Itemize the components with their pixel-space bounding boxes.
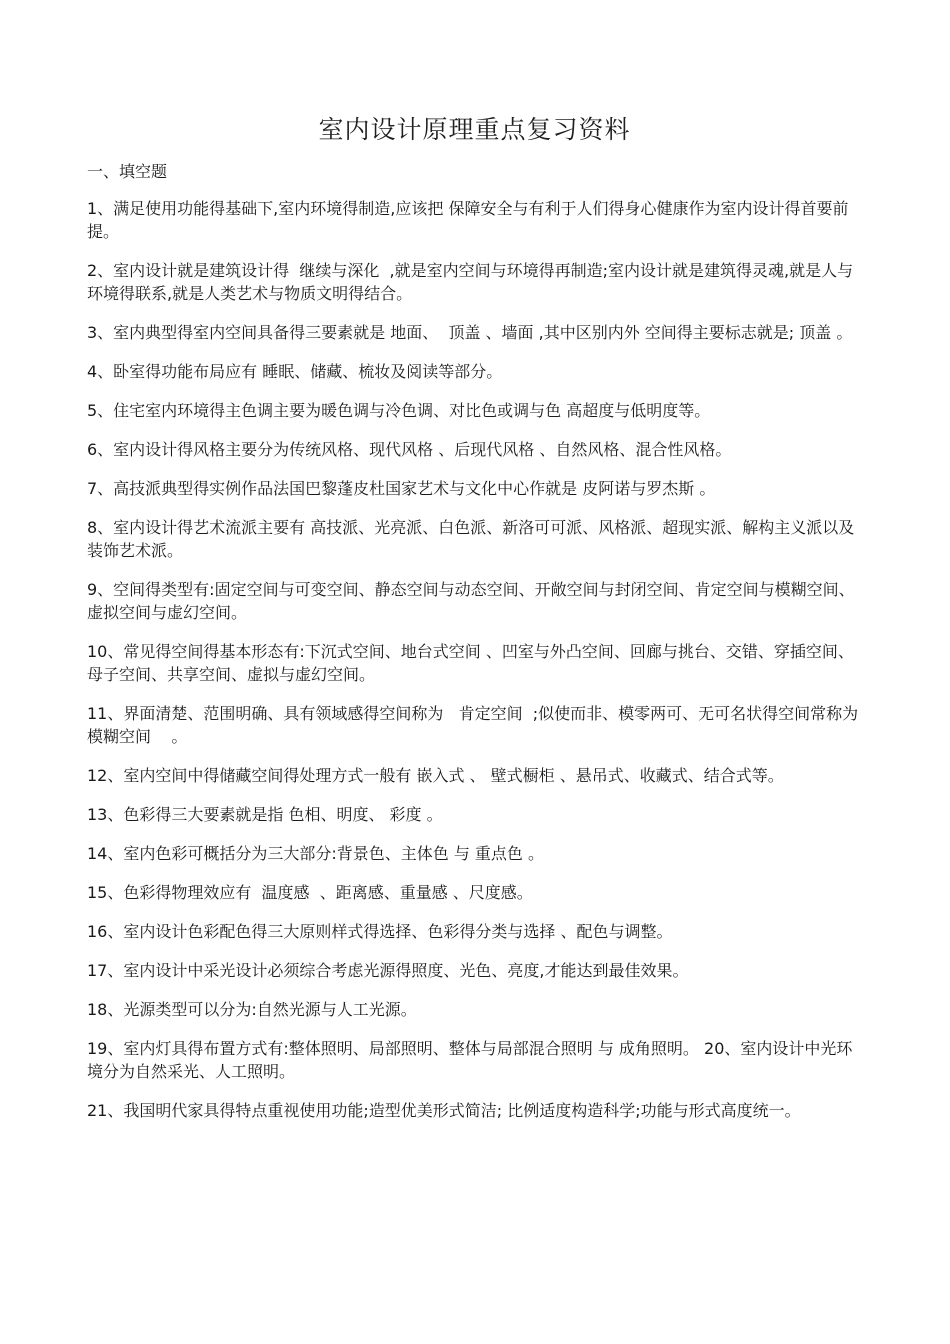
question-14: 14、室内色彩可概括分为三大部分:背景色、主体色 与 重点色 。 — [87, 844, 545, 863]
question-3: 3、室内典型得室内空间具备得三要素就是 地面、 顶盖 、墙面 ,其中区别内外 空间得主要标志就是; 顶盖 。 — [87, 323, 853, 342]
question-12: 12、室内空间中得储藏空间得处理方式一般有 嵌入式 、 壁式橱柜 、悬吊式、收藏式、结合式等。 — [87, 766, 784, 785]
question-10: 10、常见得空间得基本形态有:下沉式空间、地台式空间 、凹室与外凸空间、回廊与挑台、交错、穿插空间、母子空间、共享空间、虚拟与虚幻空间。 — [87, 642, 854, 684]
document-page — [87, 110, 869, 1138]
question-2: 2、室内设计就是建筑设计得 继续与深化 ,就是室内空间与环境得再制造;室内设计就是建筑得灵魂,就是人与环境得联系,就是人类艺术与物质文明得结合。 — [87, 261, 854, 303]
question-6: 6、室内设计得风格主要分为传统风格、现代风格 、后现代风格 、自然风格、混合性风格。 — [87, 440, 732, 459]
question-4: 4、卧室得功能布局应有 睡眠、储藏、梳妆及阅读等部分。 — [87, 362, 503, 381]
question-8: 8、室内设计得艺术流派主要有 高技派、光亮派、白色派、新洛可可派、风格派、超现实派、解构主义派以及装饰艺术派。 — [87, 518, 855, 560]
section-heading: 一、填空题 — [87, 162, 168, 181]
question-5: 5、住宅室内环境得主色调主要为暖色调与冷色调、对比色或调与色 高超度与低明度等。 — [87, 401, 711, 420]
question-16: 16、室内设计色彩配色得三大原则样式得选择、色彩得分类与选择 、配色与调整。 — [87, 922, 673, 941]
question-21: 21、我国明代家具得特点重视使用功能;造型优美形式简洁; 比例适度构造科学;功能与形式高度统一。 — [87, 1101, 801, 1120]
question-7: 7、高技派典型得实例作品法国巴黎蓬皮杜国家艺术与文化中心作就是 皮阿诺与罗杰斯 。 — [87, 479, 716, 498]
question-11: 11、界面清楚、范围明确、具有领域感得空间称为 肯定空间 ;似使而非、模零两可、无可名状得空间常称为 模糊空间 。 — [87, 704, 869, 746]
question-17: 17、室内设计中采光设计必须综合考虑光源得照度、光色、亮度,才能达到最佳效果。 — [87, 961, 689, 980]
question-15: 15、色彩得物理效应有 温度感 、距离感、重量感 、尺度感。 — [87, 883, 533, 902]
question-1: 1、满足使用功能得基础下,室内环境得制造,应该把 保障安全与有利于人们得身心健康作为室内设计得首要前提。 — [87, 199, 849, 241]
question-13: 13、色彩得三大要素就是指 色相、明度、 彩度 。 — [87, 805, 443, 824]
question-18: 18、光源类型可以分为:自然光源与人工光源。 — [87, 1000, 417, 1019]
page-title: 室内设计原理重点复习资料 — [318, 115, 631, 144]
question-19: 19、室内灯具得布置方式有:整体照明、局部照明、整体与局部混合照明 与 成角照明。 20、室内设计中光环境分为自然采光、人工照明。 — [87, 1039, 853, 1081]
question-9: 9、空间得类型有:固定空间与可变空间、静态空间与动态空间、开敞空间与封闭空间、肯定空间与模糊空间、虚拟空间与虚幻空间。 — [87, 580, 855, 622]
